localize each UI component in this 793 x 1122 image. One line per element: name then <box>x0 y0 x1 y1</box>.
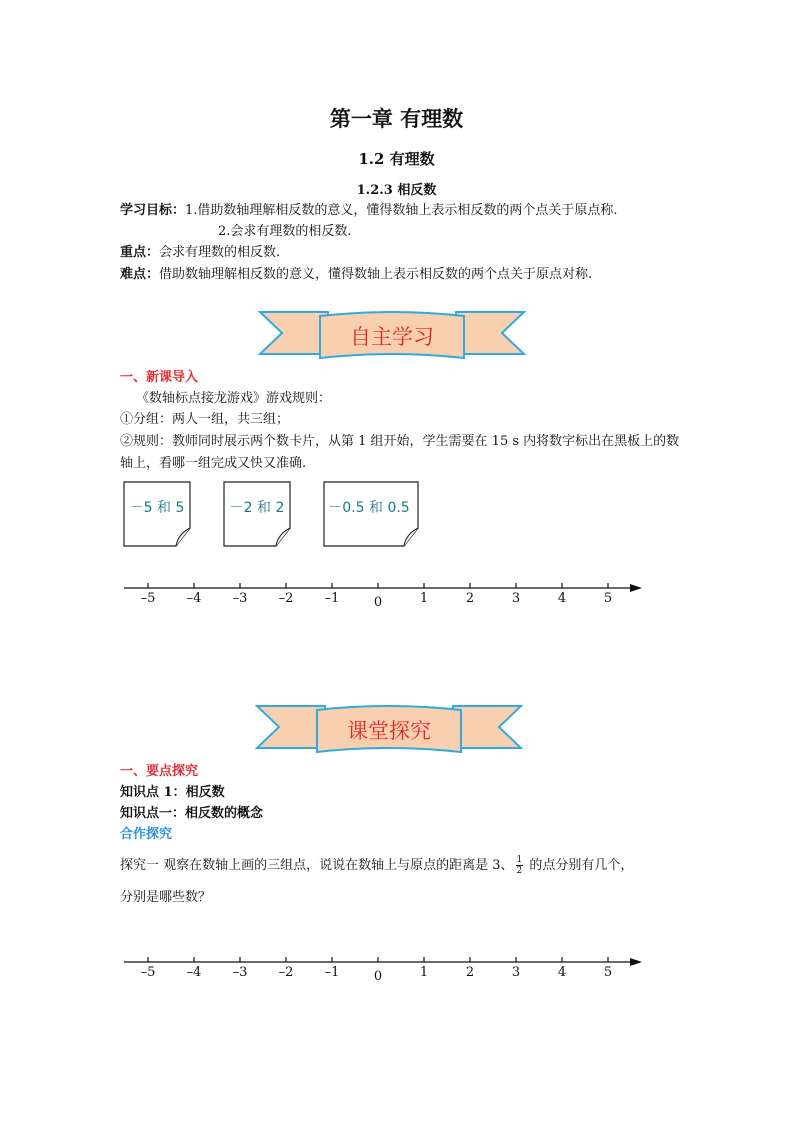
tick-label: –2 <box>278 591 294 606</box>
banner-self-study <box>256 306 528 364</box>
objective-item-1: 1.借助数轴理解相反数的意义，懂得数轴上表示相反数的两个点关于原点称. <box>185 203 618 218</box>
tick-label: 0 <box>373 969 383 984</box>
explore-question-line-1 <box>120 855 633 876</box>
game-intro: 《数轴标点接龙游戏》游戏规则： <box>136 391 332 406</box>
tick-label: –2 <box>278 965 294 980</box>
banner-left-ribbon <box>260 312 328 354</box>
difficulty-line <box>120 265 592 285</box>
explore-text-part2: 的点分别有几个， <box>525 858 634 873</box>
tick-label: 2 <box>465 965 475 980</box>
banner-right-ribbon <box>453 706 521 748</box>
tick-label: –3 <box>232 591 248 606</box>
card-text-3: －0.5 和 0.5 <box>328 500 410 516</box>
difficulty-label: 难点： <box>120 267 160 282</box>
banner-class-explore <box>253 700 525 758</box>
fraction-denominator: 2 <box>516 866 523 876</box>
subsection-title: 1.2.3 相反数 <box>356 183 437 198</box>
tick-label: 2 <box>465 591 475 606</box>
cooperative-explore: 合作探究 <box>120 827 173 842</box>
tick-label: –5 <box>140 965 156 980</box>
banner-class-explore-text: 课堂探究 <box>347 719 431 743</box>
explore-question-line-2: 分别是哪些数？ <box>120 890 212 905</box>
knowledge-point-1: 知识点 1：相反数 <box>120 785 225 800</box>
axis-arrow <box>630 584 642 592</box>
card-text-2: －2 和 2 <box>229 500 285 516</box>
number-cards <box>118 478 428 550</box>
tick-label: 4 <box>557 965 567 980</box>
fraction-one-half <box>516 855 524 876</box>
key-point-label: 重点： <box>120 245 160 260</box>
tick-label: 5 <box>603 591 613 606</box>
tick-label: –4 <box>186 591 202 606</box>
section2-heading: 一、要点探究 <box>120 764 199 779</box>
tick-label: 1 <box>419 965 429 980</box>
tick-label: 3 <box>511 965 521 980</box>
tick-label: –5 <box>140 591 156 606</box>
tick-label: 4 <box>557 591 567 606</box>
tick-label: 0 <box>373 595 383 610</box>
number-line-2 <box>118 952 648 986</box>
objective-item-2: 2.会求有理数的相反数. <box>218 224 352 239</box>
banner-left-ribbon <box>257 706 325 748</box>
section-title: 1.2 有理数 <box>358 150 435 168</box>
key-point-line <box>120 243 280 263</box>
rule-2: ②规则：教师同时展示两个数卡片，从第 1 组开始，学生需要在 15 s 内将数字标出在黑板上的数轴上，看哪一组完成又快又准确. <box>120 434 680 471</box>
banner-self-study-text: 自主学习 <box>350 325 434 349</box>
banner-right-ribbon <box>456 312 524 354</box>
knowledge-point-1-sub: 知识点一：相反数的概念 <box>120 806 264 821</box>
number-card <box>124 482 190 546</box>
difficulty-text: 借助数轴理解相反数的意义，懂得数轴上表示相反数的两个点关于原点对称. <box>159 267 593 282</box>
axis-arrow <box>630 958 642 966</box>
tick-label: –1 <box>324 965 340 980</box>
number-line-1 <box>118 578 648 612</box>
number-card <box>324 482 418 546</box>
tick-label: 5 <box>603 965 613 980</box>
key-point-text: 会求有理数的相反数. <box>159 245 281 260</box>
tick-label: –4 <box>186 965 202 980</box>
objectives-line-1 <box>120 201 618 221</box>
section1-heading: 一、新课导入 <box>120 370 199 385</box>
card-text-1: －5 和 5 <box>129 500 185 516</box>
chapter-title: 第一章 有理数 <box>329 106 464 131</box>
tick-label: –1 <box>324 591 340 606</box>
objectives-label: 学习目标： <box>120 203 186 218</box>
fraction-numerator: 1 <box>516 855 523 865</box>
explore-text-part1: 探究一 观察在数轴上画的三组点，说说在数轴上与原点的距离是 3、 <box>120 858 514 873</box>
tick-label: 3 <box>511 591 521 606</box>
number-card <box>224 482 290 546</box>
tick-label: 1 <box>419 591 429 606</box>
tick-label: –3 <box>232 965 248 980</box>
rule-1: ①分组：两人一组，共三组； <box>120 412 290 427</box>
